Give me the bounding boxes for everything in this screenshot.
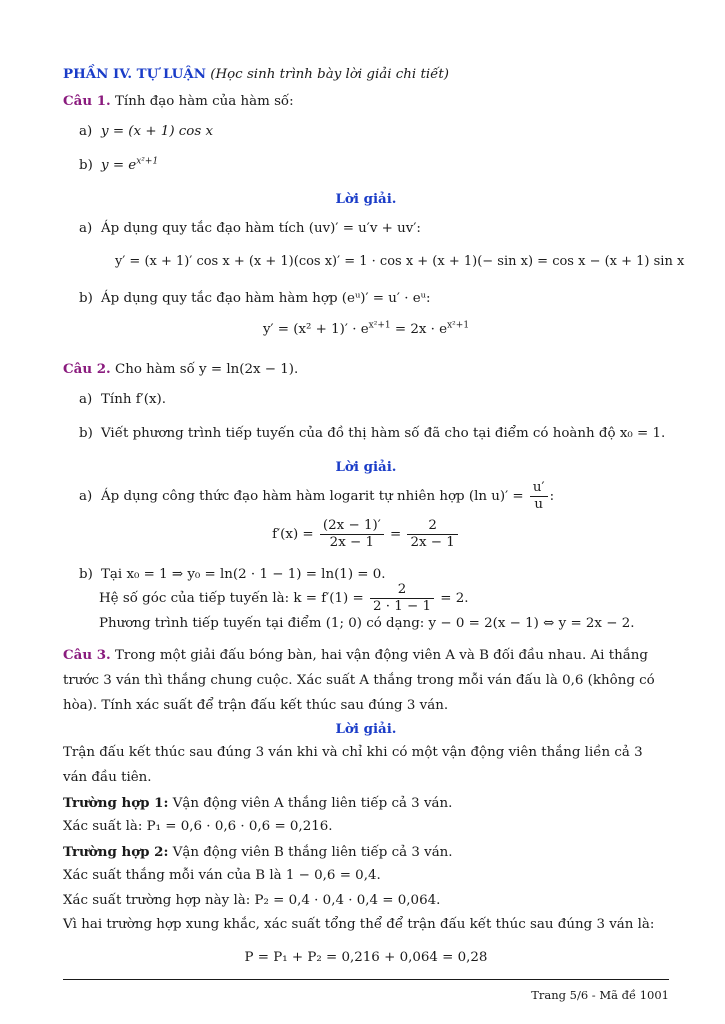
q3-case1-label: Trường hợp 1:	[63, 795, 169, 811]
q2-text: Cho hàm số y = ln(2x − 1).	[114, 362, 299, 377]
q3-case2-text: Vận động viên B thắng liên tiếp cả 3 ván.	[172, 845, 453, 860]
q2-frac2-num: 2	[407, 518, 457, 535]
q3-text: Trong một giải đấu bóng bàn, hai vận động viên A và B đối đầu nhau. Ai thắng trước 3 ván thì thắng chung cuộc. Xác suất A thắng trong mỗi ván đấu là 0,6 (không có hòa). Tính xác suất để trận đấu kết thúc sau đúng 3 ván.	[63, 648, 655, 713]
q3-sol-intro: Trận đấu kết thúc sau đúng 3 ván khi và chỉ khi có một vận động viên thắng liền cả 3 ván đầu tiên.	[63, 745, 643, 785]
q1-item-b	[79, 157, 158, 175]
part-note: (Học sinh trình bày lời giải chi tiết)	[210, 67, 449, 82]
q2-item-b	[79, 425, 665, 443]
q1-sol-b-label: b)	[79, 291, 93, 306]
q2-a-text: Tính f′(x).	[101, 392, 166, 407]
q2-sol-a-frac-num: u′	[530, 480, 548, 497]
q1-sol-b-eq-sup2: x²+1	[447, 320, 470, 331]
q1-sol-a	[79, 220, 421, 238]
q1-sol-a-text: Áp dụng quy tắc đạo hàm tích (uv)′ = u′v + uv′:	[101, 221, 421, 236]
q3-case2-prob: Xác suất trường hợp này là: P₂ = 0,4 · 0,4 · 0,4 = 0,064.	[63, 893, 441, 908]
q2-sol-b-line2-pre: Hệ số góc của tiếp tuyến là: k = f′(1) =	[99, 591, 364, 606]
q2-item-a	[79, 391, 166, 409]
q2-sol-a-label: a)	[79, 489, 93, 504]
q2-frac2-den: 2x − 1	[410, 535, 455, 550]
q3-case1-prob: Xác suất là: P₁ = 0,6 · 0,6 · 0,6 = 0,216.	[63, 819, 333, 834]
q2-solution-heading: Lời giải.	[335, 459, 397, 475]
q3-case1-text: Vận động viên A thắng liên tiếp cả 3 ván.	[172, 796, 453, 811]
q2-sol-a: a) Áp dụng công thức đạo hàm hàm logarit tự nhiên hợp (ln u)′ = $\frac{u'}{u}$ :	[79, 480, 555, 512]
part-heading	[63, 65, 449, 84]
q1-sol-b-eq-sup1: x²+1	[368, 320, 391, 331]
q1-heading	[63, 92, 294, 111]
q1-sol-b-text: Áp dụng quy tắc đạo hàm hàm hợp (eᵘ)′ = u′ · eᵘ:	[101, 291, 431, 306]
q2-sol-a-eq-frac2	[407, 518, 457, 551]
q2-sol-a-text: Áp dụng công thức đạo hàm hàm logarit tự nhiên hợp (ln u)′ =	[101, 489, 524, 504]
q3-label: Câu 3.	[63, 647, 111, 663]
q2-label: Câu 2.	[63, 361, 111, 377]
q1-b-expr: y = e	[101, 158, 137, 173]
q3-case2-each: Xác suất thắng mỗi ván của B là 1 − 0,6 = 0,4.	[63, 868, 381, 883]
q2-sol-a-eq-lhs: f′(x) =	[272, 527, 314, 542]
q1-b-label: b)	[79, 158, 93, 173]
q3-conclusion: Vì hai trường hợp xung khắc, xác suất tổng thể để trận đấu kết thúc sau đúng 3 ván là:	[63, 917, 655, 932]
q3-solution-heading: Lời giải.	[335, 721, 397, 737]
q1-sol-b-eq-part2: = 2x · e	[390, 322, 448, 337]
exam-page	[63, 0, 685, 1024]
page-footer: Trang 5/6 - Mã đề 1001	[531, 988, 669, 1002]
q2-sol-b-line3: Phương trình tiếp tuyến tại điểm (1; 0) có dạng: y − 0 = 2(x − 1) ⇔ y = 2x − 2.	[99, 616, 635, 631]
q2-frac1-num: (2x − 1)′	[320, 518, 384, 535]
q2-heading	[63, 360, 298, 379]
q1-sol-a-equation: y′ = (x + 1)′ cos x + (x + 1)(cos x)′ = 1 · cos x + (x + 1)(− sin x) = cos x − (x + 1) sin x	[115, 254, 685, 269]
q2-frac1-den: 2x − 1	[329, 535, 374, 550]
q1-a-label: a)	[79, 124, 93, 139]
q3-heading	[63, 643, 669, 718]
q1-solution-heading: Lời giải.	[335, 191, 397, 207]
q3-case1	[63, 794, 452, 813]
q3-case2-label: Trường hợp 2:	[63, 844, 169, 860]
q1-text: Tính đạo hàm của hàm số:	[114, 94, 294, 109]
q2-sol-b-frac-den: 2 · 1 − 1	[372, 599, 432, 614]
part-title: PHẦN IV. TỰ LUẬN	[63, 66, 206, 82]
q3-case2	[63, 843, 453, 862]
q2-b-label: b)	[79, 426, 93, 441]
q2-sol-b-line1: Tại x₀ = 1 ⇒ y₀ = ln(2 · 1 − 1) = ln(1) = 0.	[101, 567, 386, 582]
footer-divider	[63, 979, 669, 980]
q2-sol-a-frac-den: u	[534, 497, 544, 512]
q2-sol-a-equation: f′(x) = $\frac{(2x - 1)'}{2x - 1}$ = $\frac{2}{2x - 1}$	[63, 518, 669, 552]
q2-sol-b-frac-num: 2	[370, 582, 434, 599]
q2-sol-a-fraction	[530, 480, 548, 513]
q2-a-label: a)	[79, 392, 93, 407]
q1-item-a	[79, 123, 213, 141]
q2-sol-b-label: b)	[79, 567, 93, 582]
q1-sol-b	[79, 290, 431, 308]
q2-sol-b-line2-post: = 2.	[440, 591, 469, 606]
q3-final-equation: P = P₁ + P₂ = 0,216 + 0,064 = 0,28	[244, 950, 488, 965]
q2-sol-b-fraction	[370, 582, 434, 615]
q1-label: Câu 1.	[63, 93, 111, 109]
q1-a-expr: y = (x + 1) cos x	[101, 124, 214, 139]
q2-sol-b-slope	[99, 582, 469, 616]
q1-sol-a-label: a)	[79, 221, 93, 236]
q1-b-exponent: x²+1	[136, 156, 159, 167]
q2-sol-a-eq-frac1	[320, 518, 384, 551]
q1-sol-b-eq-part1: y′ = (x² + 1)′ · e	[262, 322, 369, 337]
q2-b-text: Viết phương trình tiếp tuyến của đồ thị hàm số đã cho tại điểm có hoành độ x₀ = 1.	[101, 426, 666, 441]
q1-sol-b-equation	[63, 321, 669, 339]
